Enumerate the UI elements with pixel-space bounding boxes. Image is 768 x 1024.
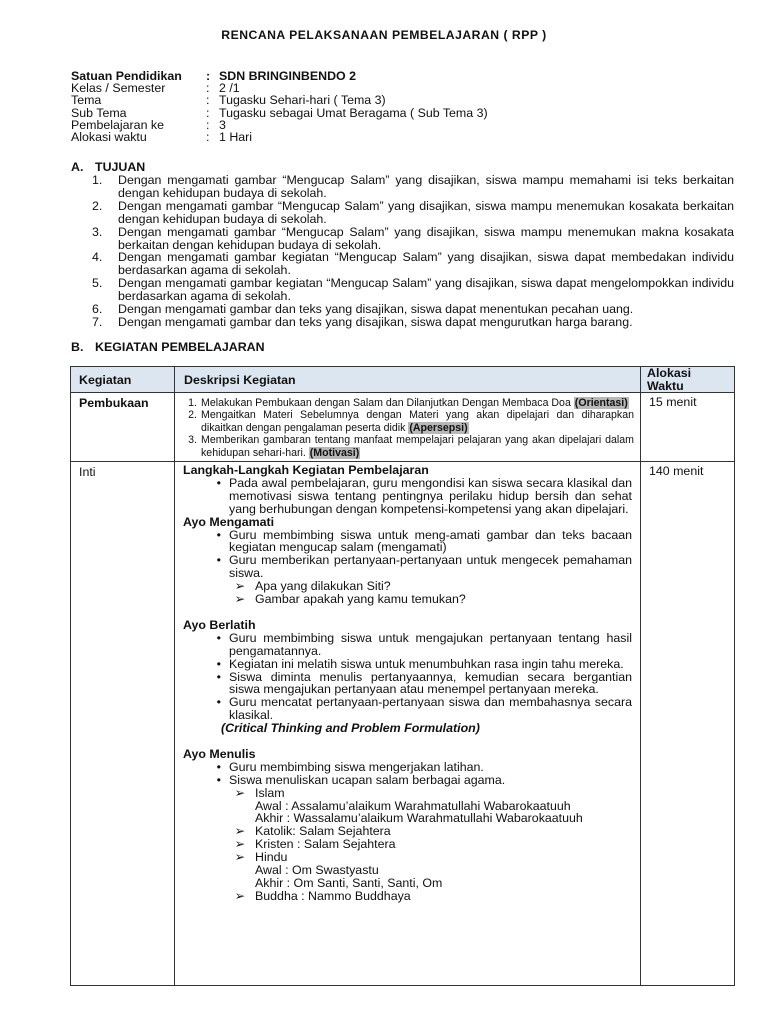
tujuan-item: 7. Dengan mengamati gambar dan teks yang disajikan, siswa dapat mengurutkan harga barang. [92, 314, 633, 329]
list-item: • Siswa menuliskan ucapan salam berbagai agama. [183, 774, 632, 787]
list-item: ➢ Kristen : Salam Sejahtera [183, 838, 632, 851]
tujuan-item: 5. Dengan mengamati gambar kegiatan “Mengucap Salam” yang disajikan, siswa dapat mengelompokkan individu berdasarkan agama di sekolah. [92, 276, 734, 304]
bullet-icon: • [216, 527, 221, 542]
alokasi-pembukaan: 15 menit [641, 393, 735, 462]
deskripsi-inti [175, 462, 641, 986]
arrow-icon: ➢ [234, 837, 245, 852]
bullet-icon: • [216, 669, 221, 684]
table-row-pembukaan [71, 393, 735, 462]
critical-thinking-note: (Critical Thinking and Problem Formulation) [221, 721, 480, 736]
deskripsi-pembukaan [175, 393, 641, 462]
arrow-icon: ➢ [234, 579, 245, 594]
list-item: • Guru mencatat pertanyaan-pertanyaan siswa dan membahasnya secara klasikal. [183, 696, 632, 722]
bullet-icon: • [216, 759, 221, 774]
salam-line: Awal : Assalamu’alaikum Warahmatullahi Wabarokaatuuh [255, 798, 571, 813]
tujuan-item: 1. Dengan mengamati gambar “Mengucap Salam” yang disajikan, siswa mampu memahami isi teks berkaitan dengan kehidupan budaya di sekolah. [92, 173, 734, 200]
arrow-icon: ➢ [234, 824, 245, 839]
salam-line: Akhir : Om Santi, Santi, Santi, Om [255, 876, 443, 890]
inti-heading: Langkah-Langkah Kegiatan Pembelajaran [183, 463, 429, 478]
pembukaan-list [175, 393, 640, 461]
bullet-icon: • [216, 656, 221, 671]
tag-motivasi: (Motivasi) [309, 446, 360, 459]
list-item: 3. Memberikan gambaran tentang manfaat mempelajari pelajaran yang akan dipelajari dalam kehidupan sehari-hari. (Motivasi) [188, 434, 634, 459]
table-header-row [71, 367, 735, 393]
document-title: RENCANA PELAKSANAAN PEMBELAJARAN ( RPP ) [221, 28, 547, 42]
list-item: 1. Melakukan Pembukaan dengan Salam dan Dilanjutkan Dengan Membaca Doa (Orientasi) [188, 397, 628, 409]
ayo-menulis-heading: Ayo Menulis [183, 746, 256, 761]
tujuan-item: 2. Dengan mengamati gambar “Mengucap Salam” yang disajikan, siswa mampu menemukan kosakata berkaitan dengan kehidupan budaya di sekolah. [92, 198, 734, 226]
tujuan-item: 3. Dengan mengamati gambar “Mengucap Salam” yang disajikan, siswa mampu menemukan makna kosakata berkaitan dengan kehidupan budaya di sekolah. [92, 224, 734, 252]
tujuan-item: 6. Dengan mengamati gambar dan teks yang disajikan, siswa dapat menentukan pecahan uang. [92, 302, 634, 317]
tujuan-item: 4. Dengan mengamati gambar kegiatan “Mengucap Salam” yang disajikan, siswa dapat membedakan individu berdasarkan agama di sekolah. [92, 250, 734, 278]
list-item: • Guru membimbing siswa untuk meng-amati gambar dan teks bacaan kegiatan mengucap salam (mengamati) [183, 529, 632, 555]
ayo-mengamati-heading: Ayo Mengamati [183, 514, 275, 529]
salam-line: Awal : Om Swastyastu [255, 863, 379, 878]
list-item: ➢ Gambar apakah yang kamu temukan? [183, 593, 632, 606]
table-row-inti [71, 462, 735, 986]
list-item: ➢ Hindu [183, 851, 632, 864]
list-item: • Guru membimbing siswa untuk mengajukan pertanyaan tentang hasil pengamatannya. [183, 632, 632, 658]
list-item: ➢ Islam [183, 787, 632, 800]
list-item: • Guru membimbing siswa mengerjakan latihan. [183, 761, 632, 774]
tag-apersepsi: (Apersepsi) [409, 421, 468, 434]
bullet-icon: • [216, 772, 221, 787]
bullet-icon: • [216, 695, 221, 710]
bullet-icon: • [216, 553, 221, 568]
header-alokasi: Alokasi Waktu [641, 367, 735, 393]
list-item: ➢ Buddha : Nammo Buddhaya [183, 890, 632, 903]
arrow-icon: ➢ [234, 850, 245, 865]
list-item: • Guru memberikan pertanyaan-pertanyaan untuk mengecek pemahaman siswa. [183, 554, 632, 580]
list-item: 2. Mengaitkan Materi Sebelumnya dengan Materi yang akan dipelajari dan diharapkan dikaitkan dengan pengalaman peserta didik (Apersepsi) [188, 409, 634, 434]
list-item: ➢ Katolik: Salam Sejahtera [183, 825, 632, 838]
tag-orientasi: (Orientasi) [574, 397, 628, 409]
info-row-kelas: Kelas / Semester : 2 /1 [71, 81, 240, 96]
list-item: • Siswa diminta menulis pertanyaannya, kemudian secara bergantian siswa mengajukan pertanyaan atau menempel pertanyaan mereka. [183, 671, 632, 697]
info-row-satuan: Satuan Pendidikan : SDN BRINGINBENDO 2 [71, 69, 356, 83]
alokasi-inti: 140 menit [641, 462, 735, 986]
info-row-pembelajaran: Pembelajaran ke : 3 [71, 117, 226, 132]
arrow-icon: ➢ [234, 888, 245, 903]
info-row-tema: Tema : Tugasku Sehari-hari ( Tema 3) [71, 93, 386, 108]
salam-line: Akhir : Wassalamu’alaikum Warahmatullahi Wabarokaatuuh [255, 811, 583, 826]
list-item: ➢ Apa yang dilakukan Siti? [183, 580, 632, 593]
section-b-heading: B. KEGIATAN PEMBELAJARAN [71, 340, 265, 354]
kegiatan-table [70, 366, 735, 986]
bullet-icon: • [216, 475, 221, 490]
bullet-icon: • [216, 630, 221, 645]
list-item: • Kegiatan ini melatih siswa untuk menumbuhkan rasa ingin tahu mereka. [183, 658, 632, 671]
info-row-alokasi: Alokasi waktu : 1 Hari [71, 129, 253, 144]
info-row-subtema: Sub Tema : Tugasku sebagai Umat Beragama ( Sub Tema 3) [71, 105, 488, 120]
arrow-icon: ➢ [234, 785, 245, 800]
list-item: • Pada awal pembelajaran, guru mengondisi kan siswa secara klasikal dan memotivasi siswa tentang pentingnya perilaku hidup bersih dan sehat yang berhubungan dengan kompetensi-kompetensi yang akan dipelajari. [183, 477, 632, 516]
ayo-berlatih-heading: Ayo Berlatih [183, 617, 256, 632]
header-deskripsi: Deskripsi Kegiatan [175, 367, 641, 393]
kegiatan-inti: Inti [71, 462, 175, 986]
header-kegiatan: Kegiatan [71, 367, 175, 393]
arrow-icon: ➢ [234, 592, 245, 607]
kegiatan-pembukaan: Pembukaan [71, 393, 175, 462]
tujuan-list [92, 174, 734, 329]
section-a-heading: A. TUJUAN [71, 160, 146, 174]
inti-content [175, 462, 640, 905]
info-block [71, 70, 488, 143]
